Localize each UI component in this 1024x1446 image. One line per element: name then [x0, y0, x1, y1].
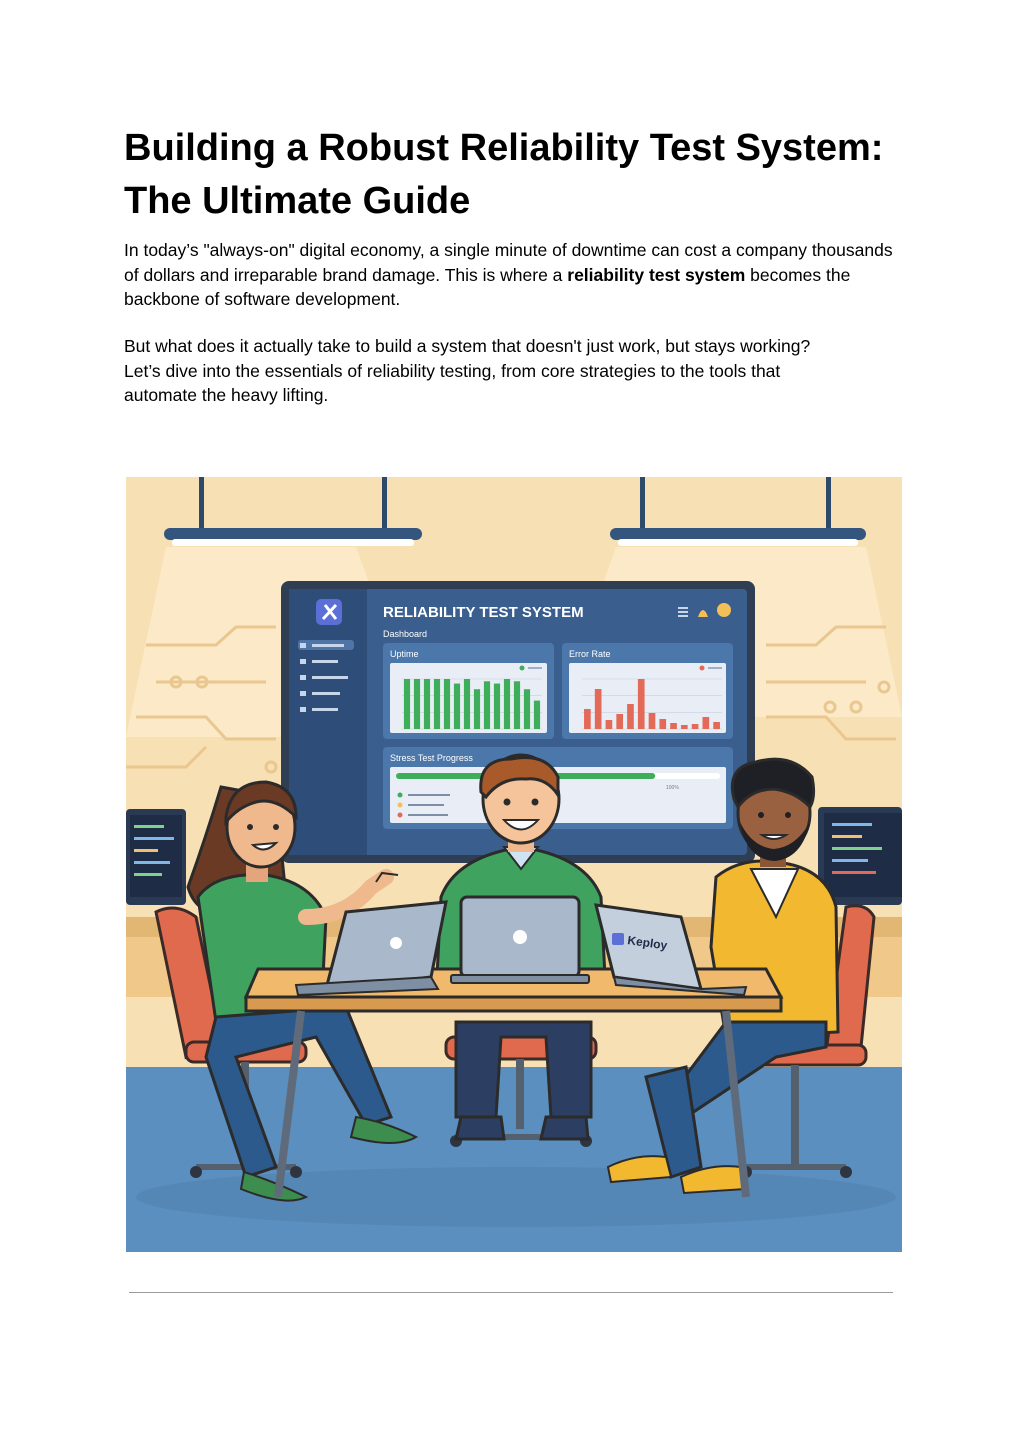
chart-bar [606, 720, 613, 729]
chart-bar [713, 722, 720, 729]
chart-bar [616, 714, 623, 729]
horizontal-divider [129, 1292, 893, 1293]
uptime-label: Uptime [390, 649, 419, 659]
chart-bar [703, 717, 710, 729]
second-paragraph [124, 334, 904, 408]
stress-progress-value: 100% [666, 785, 679, 791]
error-rate-label: Error Rate [569, 649, 611, 659]
stress-test-label: Stress Test Progress [390, 753, 473, 763]
chart-bar [444, 679, 450, 729]
chart-bar [454, 684, 460, 729]
intro-bold-term: reliability test system [567, 264, 746, 285]
chart-bar [474, 689, 480, 729]
intro-paragraph [124, 238, 904, 312]
chart-bar [534, 701, 540, 729]
article-title: Building a Robust Reliability Test System: The Ultimate Guide [124, 127, 884, 222]
chart-bar [649, 713, 656, 729]
chart-bar [424, 679, 430, 729]
chart-bar [464, 679, 470, 729]
chart-bar [627, 704, 634, 729]
chart-bar [584, 709, 591, 729]
screen-subtitle: Dashboard [383, 629, 428, 639]
screen-title: RELIABILITY TEST SYSTEM [383, 604, 584, 621]
chart-bar [595, 689, 602, 729]
chart-bar [659, 719, 666, 729]
side-monitor-left [126, 809, 186, 905]
office-illustration [126, 477, 902, 1252]
screen-sidebar [289, 589, 367, 855]
chart-bar [404, 679, 410, 729]
second-paragraph-line-2: Let’s dive into the essentials of reliability testing, from core strategies to the tools that [124, 360, 781, 381]
laptop-brand: Keploy [626, 933, 669, 953]
chart-bar [681, 725, 688, 729]
chart-bar [494, 684, 500, 729]
chart-bar [434, 679, 440, 729]
illustration [126, 477, 902, 1252]
chart-bar [414, 679, 420, 729]
intro-text: In today’s "always-on" digital economy, a single minute of downtime can cost a company thousands of dollars and irreparable brand damage. This is where a [124, 240, 893, 285]
chart-bar [638, 679, 645, 729]
second-paragraph-line-3: automate the heavy lifting. [124, 385, 329, 405]
screen-avatar [717, 603, 731, 617]
chart-bar [670, 723, 677, 729]
chart-bar [692, 724, 699, 729]
second-paragraph-line-1: But what does it actually take to build a system that doesn't just work, but stays working? [124, 336, 811, 356]
laptop-center [451, 897, 589, 983]
chart-bar [504, 679, 510, 729]
chart-bar [514, 681, 520, 729]
intro-text-end: becomes the backbone of software development. [124, 264, 851, 309]
chart-bar [524, 689, 530, 729]
chart-bar [484, 681, 490, 729]
keploy-logo-icon [612, 933, 624, 945]
